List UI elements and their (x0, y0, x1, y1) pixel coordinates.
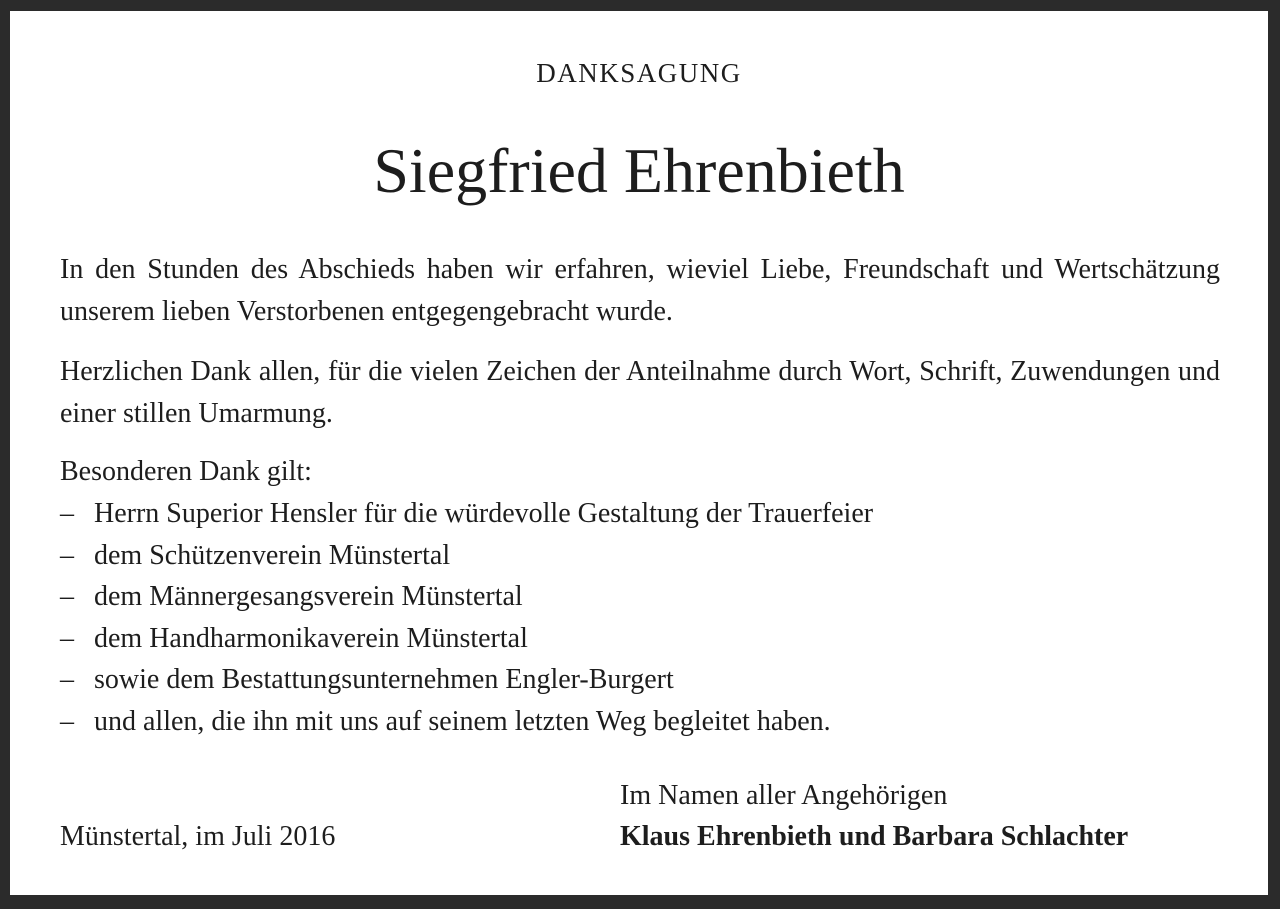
signature-intro: Im Namen aller Angehörigen (620, 780, 948, 811)
dash-bullet: – (60, 581, 74, 613)
dash-bullet: – (60, 498, 74, 529)
list-item (60, 576, 873, 618)
list-item (60, 659, 873, 701)
list-item (60, 618, 873, 660)
paragraph-1: In den Stunden des Abschieds haben wir erfahren, wieviel Liebe, Freundschaft und Wertschätzung unserem lieben Verstorbenen entgegengebracht wurde. (60, 254, 1220, 327)
thanks-intro: Besonderen Dank gilt: (60, 456, 312, 487)
dash-bullet: – (60, 705, 74, 737)
signature-names: Klaus Ehrenbieth und Barbara Schlachter (620, 821, 1129, 852)
list-item-text: dem Schützenverein Münstertal (94, 539, 451, 571)
notice-label: DANKSAGUNG (536, 58, 742, 88)
list-item-text: und allen, die ihn mit uns auf seinem letzten Weg begleitet haben. (94, 705, 831, 737)
paragraph-2: Herzlichen Dank allen, für die vielen Zeichen der Anteilnahme durch Wort, Schrift, Zuwendungen und einer stillen Umarmung. (60, 356, 1220, 429)
list-item (60, 535, 873, 577)
list-item (60, 701, 873, 743)
list-item (60, 493, 873, 535)
list-item-text: sowie dem Bestattungsunternehmen Engler-Burgert (94, 664, 674, 696)
list-item-text: dem Männergesangsverein Münstertal (94, 581, 523, 613)
deceased-name: Siegfried Ehrenbieth (373, 135, 905, 206)
list-item-text: dem Handharmonikaverein Münstertal (94, 622, 528, 654)
dash-bullet: – (60, 622, 74, 654)
thanks-list (60, 493, 873, 743)
list-item-text: Herrn Superior Hensler für die würdevolle Gestaltung der Trauerfeier (94, 498, 874, 529)
place-date: Münstertal, im Juli 2016 (60, 821, 336, 852)
obituary-notice (10, 11, 1268, 895)
dash-bullet: – (60, 539, 74, 571)
dash-bullet: – (60, 664, 74, 696)
